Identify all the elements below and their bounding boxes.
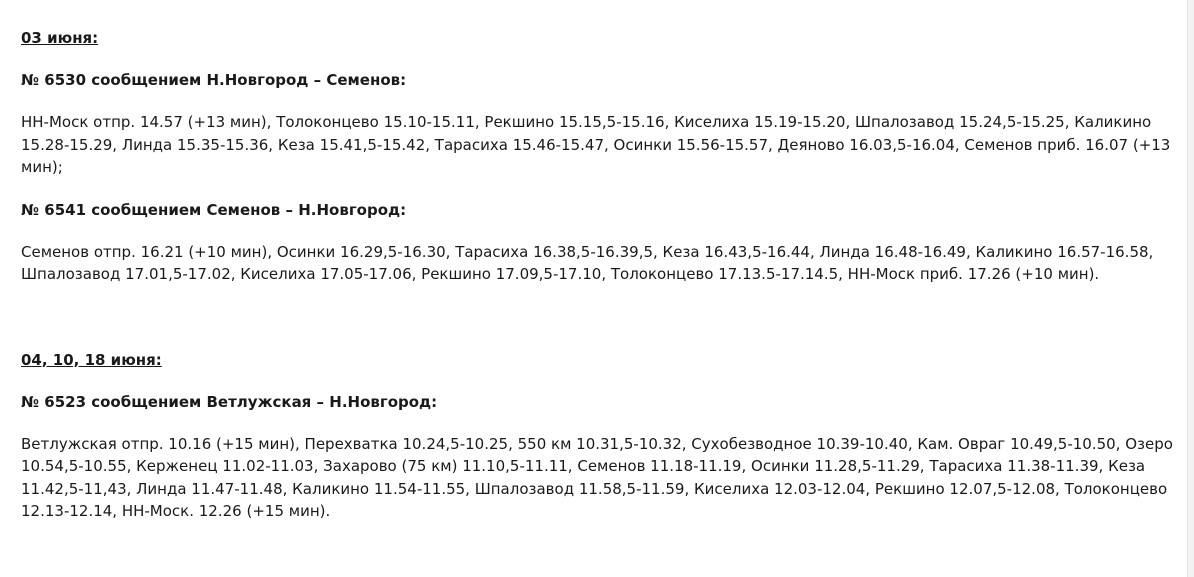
train-schedule-6523: Ветлужская отпр. 10.16 (+15 мин), Перехватка 10.24,5-10.25, 550 км 10.31,5-10.32, Сухобезводное 10.39-10.40, Кам. Овраг 10.49,5-10.50, Озеро 10.54,5-10.55, Керженец 11.02-11.03, Захарово (75 км) 11.10,5-11.11, Семенов 11.18-11.19, Осинки 11.28,5-11.29, Тарасиха 11.38-11.39, Кеза 11.42,5-11,43, Линда 11.47-11.48, Каликино 11.54-11.55, Шпалозавод 11.58,5-11.59, Киселиха 12.03-12.04, Рекшино 12.07,5-12.08, Толоконцево 12.13-12.14, НН-Моск. 12.26 (+15 мин). — [21, 434, 1173, 520]
vertical-scrollbar[interactable] — [1187, 0, 1194, 577]
train-heading-6530: № 6530 сообщением Н.Новгород – Семенов: — [21, 71, 407, 89]
document-body — [21, 0, 1181, 523]
train-schedule-6541: Семенов отпр. 16.21 (+10 мин), Осинки 16.29,5-16.30, Тарасиха 16.38,5-16.39,5, Кеза 16.43,5-16.44, Линда 16.48-16.49, Каликино 16.57-16.58, Шпалозавод 17.01,5-17.02, Киселиха 17.05-17.06, Рекшино 17.09,5-17.10, Толоконцево 17.13.5-17.14.5, НН-Моск приб. 17.26 (+10 мин). — [21, 242, 1154, 283]
train-schedule-6530: НН-Моск отпр. 14.57 (+13 мин), Толоконцево 15.10-15.11, Рекшино 15.15,5-15.16, Киселиха 15.19-15.20, Шпалозавод 15.24,5-15.25, Каликино 15.28-15.29, Линда 15.35-15.36, Кеза 15.41,5-15.42, Тарасиха 15.46-15.47, Осинки 15.56-15.57, Деяново 16.03,5-16.04, Семенов приб. 16.07 (+13 мин); — [21, 113, 1171, 176]
train-heading-6523: № 6523 сообщением Ветлужская – Н.Новгород: — [21, 392, 438, 411]
date-heading-june-04-10-18: 04, 10, 18 июня: — [21, 350, 162, 369]
date-heading-june-03: 03 июня: — [21, 29, 99, 47]
train-heading-6541: № 6541 сообщением Семенов – Н.Новгород: — [21, 200, 407, 219]
